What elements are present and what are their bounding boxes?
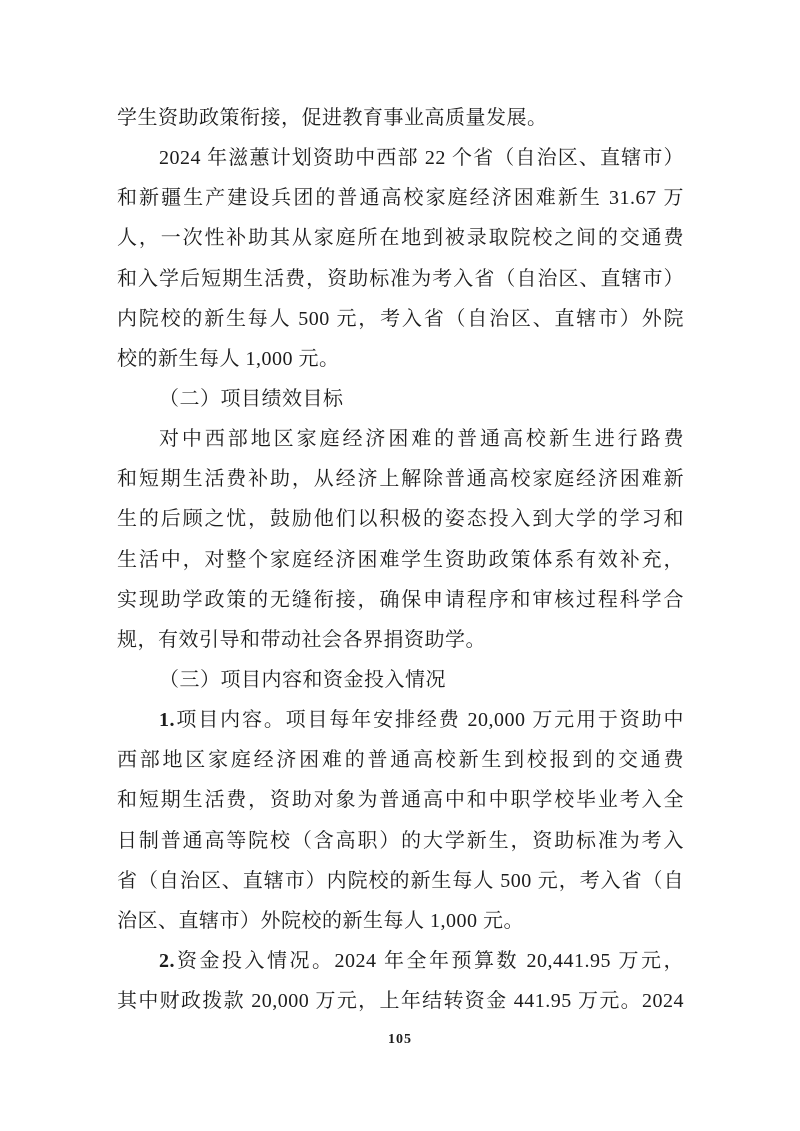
text-line: 和短期生活费，资助对象为普通高中和中职学校毕业考入全	[117, 789, 684, 812]
text-line: 人，一次性补助其从家庭所在地到被录取院校之间的交通费	[117, 227, 684, 250]
text-line: 和新疆生产建设兵团的普通高校家庭经济困难新生 31.67 万	[117, 187, 684, 210]
text-line: 内院校的新生每人 500 元，考入省（自治区、直辖市）外院	[117, 307, 684, 330]
text-line-content: 项目内容。项目每年安排经费 20,000 万元用于资助中	[175, 709, 684, 732]
text-line: 日制普通高等院校（含高职）的大学新生，资助标准为考入	[117, 829, 684, 852]
text-line: 和短期生活费补助，从经济上解除普通高校家庭经济困难新	[117, 468, 684, 491]
page-footer	[0, 1030, 800, 1048]
text-line-content: 资金投入情况。2024 年全年预算数 20,441.95 万元，	[175, 949, 684, 972]
text-line: 生活中，对整个家庭经济困难学生资助政策体系有效补充，	[117, 548, 684, 571]
page-body-text	[117, 98, 684, 1021]
text-line: 2024 年滋蕙计划资助中西部 22 个省（自治区、直辖市）	[159, 147, 684, 170]
text-line: 生的后顾之忧，鼓励他们以积极的姿态投入到大学的学习和	[117, 508, 684, 531]
text-line: 治区、直辖市）外院校的新生每人 1,000 元。	[117, 909, 524, 932]
text-line: （二）项目绩效目标	[159, 387, 344, 410]
page-number: 105	[388, 1032, 412, 1047]
text-line: 对中西部地区家庭经济困难的普通高校新生进行路费	[159, 428, 684, 451]
list-number-prefix: 2.	[159, 949, 175, 972]
text-line: 和入学后短期生活费，资助标准为考入省（自治区、直辖市）	[117, 267, 684, 290]
text-line: 西部地区家庭经济困难的普通高校新生到校报到的交通费	[117, 749, 684, 772]
text-line: 实现助学政策的无缝衔接，确保申请程序和审核过程科学合	[117, 588, 684, 611]
text-line	[117, 700, 684, 740]
text-line	[117, 941, 684, 981]
text-line: 其中财政拨款 20,000 万元，上年结转资金 441.95 万元。2024	[117, 990, 684, 1013]
text-line: 校的新生每人 1,000 元。	[117, 347, 340, 370]
text-line: 规，有效引导和带动社会各界捐资助学。	[117, 628, 486, 651]
text-line: 学生资助政策衔接，促进教育事业高质量发展。	[117, 107, 548, 129]
text-line: 省（自治区、直辖市）内院校的新生每人 500 元，考入省（自	[117, 869, 684, 892]
text-line: （三）项目内容和资金投入情况	[159, 668, 446, 691]
list-number-prefix: 1.	[159, 709, 175, 732]
